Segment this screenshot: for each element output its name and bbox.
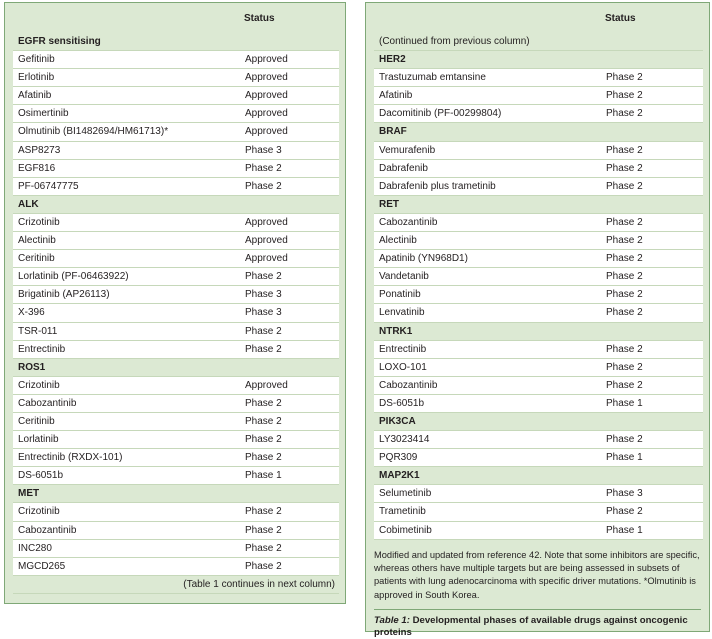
drug-name: Trametinib <box>379 506 426 518</box>
table-row <box>13 87 339 105</box>
drug-name: Olmutinib (BI1482694/HM61713)* <box>18 126 169 138</box>
drug-name: Entrectinib (RXDX-101) <box>18 452 123 464</box>
table-row <box>13 123 339 141</box>
status-cell: Phase 2 <box>245 542 282 554</box>
group-header-row <box>374 196 703 214</box>
status-cell: Phase 2 <box>245 506 282 518</box>
status-cell: Approved <box>245 379 288 391</box>
table-row <box>13 51 339 69</box>
status-cell: Approved <box>245 90 288 102</box>
table-row <box>13 250 339 268</box>
continuation-row <box>374 33 703 51</box>
status-cell: Phase 3 <box>245 307 282 319</box>
drug-name: Ponatinib <box>379 289 421 301</box>
table-row <box>374 359 703 377</box>
drug-name: MGCD265 <box>18 560 66 572</box>
status-cell: Phase 2 <box>245 325 282 337</box>
table-row <box>13 377 339 395</box>
target-label: EGFR sensitising <box>18 36 101 47</box>
drug-name: Crizotinib <box>18 216 60 228</box>
table-row <box>374 377 703 395</box>
drug-name: DS-6051b <box>379 397 425 409</box>
group-header-row <box>13 33 339 51</box>
target-label: NTRK1 <box>379 325 413 337</box>
table-row <box>13 431 339 449</box>
drug-name: DS-6051b <box>18 470 64 482</box>
status-cell: Phase 3 <box>606 488 643 500</box>
status-cell: Phase 2 <box>606 235 643 247</box>
table-row <box>374 503 703 521</box>
status-cell: Approved <box>245 54 288 66</box>
drug-name: Osimertinib <box>18 108 69 120</box>
table-row <box>374 142 703 160</box>
status-cell: Approved <box>245 235 288 247</box>
table-row <box>374 214 703 232</box>
drug-name: Cabozantinib <box>18 524 77 536</box>
status-cell: Phase 2 <box>606 108 643 120</box>
drug-name: Afatinib <box>18 90 52 102</box>
status-cell: Phase 2 <box>606 72 643 84</box>
drug-name: Lenvatinib <box>379 307 425 319</box>
table-row <box>13 413 339 431</box>
status-cell: Phase 2 <box>606 343 643 355</box>
status-cell: Phase 2 <box>606 361 643 373</box>
table-row <box>374 286 703 304</box>
status-cell: Phase 1 <box>606 397 643 409</box>
status-cell: Phase 2 <box>245 452 282 464</box>
drug-name: TSR-011 <box>18 325 58 337</box>
table-row <box>374 522 703 540</box>
drug-name: Alectinib <box>379 235 417 247</box>
table-row <box>374 232 703 250</box>
table-row <box>13 540 339 558</box>
table-row <box>13 323 339 341</box>
table-row <box>13 268 339 286</box>
status-cell: Phase 3 <box>245 289 282 301</box>
table-row <box>13 286 339 304</box>
drug-name: ASP8273 <box>18 144 61 156</box>
target-label: RET <box>379 198 399 210</box>
drug-name: Cabozantinib <box>379 216 438 228</box>
table-row <box>13 467 339 485</box>
drug-name: Vemurafenib <box>379 144 436 156</box>
table-row <box>13 232 339 250</box>
drug-name: X-396 <box>18 307 45 319</box>
table-row <box>13 178 339 196</box>
drug-name: Trastuzumab emtansine <box>379 72 486 84</box>
drug-name: Crizotinib <box>18 506 60 518</box>
status-column-header: Status <box>244 13 275 24</box>
group-header-row <box>374 413 703 431</box>
table-row <box>374 160 703 178</box>
status-cell: Phase 2 <box>606 162 643 174</box>
drug-name: Dacomitinib (PF-00299804) <box>379 108 502 120</box>
drug-name: Lorlatinib <box>18 434 59 446</box>
caption-divider <box>374 609 701 610</box>
table-row <box>374 268 703 286</box>
table-row <box>374 304 703 322</box>
status-cell: Approved <box>245 72 288 84</box>
drug-name: Cabozantinib <box>18 397 77 409</box>
table-row <box>374 178 703 196</box>
table-row <box>13 304 339 322</box>
status-cell: Phase 2 <box>606 253 643 265</box>
drug-name: Ceritinib <box>18 253 55 265</box>
status-cell: Phase 2 <box>245 560 282 572</box>
status-cell: Phase 2 <box>245 271 282 283</box>
table-row <box>374 105 703 123</box>
target-label: BRAF <box>379 126 407 138</box>
status-cell: Phase 1 <box>245 470 282 482</box>
drug-name: Dabrafenib <box>379 162 428 174</box>
caption-text: Developmental phases of available drugs against oncogenic proteins <box>374 615 688 638</box>
status-cell: Phase 1 <box>606 452 643 464</box>
group-header-row <box>374 323 703 341</box>
table-row <box>13 69 339 87</box>
status-cell: Phase 2 <box>245 524 282 536</box>
target-label: ROS1 <box>18 361 46 373</box>
drug-name: Cabozantinib <box>379 379 438 391</box>
drug-name: (Continued from previous column) <box>379 36 530 47</box>
status-cell: Phase 2 <box>606 271 643 283</box>
status-cell: Phase 1 <box>606 524 643 536</box>
table-row <box>374 449 703 467</box>
table-row <box>13 214 339 232</box>
group-header-row <box>13 485 339 503</box>
drug-name: Alectinib <box>18 235 56 247</box>
drug-name: PF-06747775 <box>18 180 79 192</box>
status-cell: Phase 2 <box>606 144 643 156</box>
status-cell: Phase 2 <box>245 434 282 446</box>
status-cell: Phase 2 <box>606 289 643 301</box>
right-table-body <box>374 33 703 540</box>
drug-name: Entrectinib <box>379 343 427 355</box>
group-header-row <box>374 123 703 141</box>
target-label: MAP2K1 <box>379 470 420 482</box>
table-row <box>13 395 339 413</box>
status-cell: Approved <box>245 216 288 228</box>
status-cell: Phase 2 <box>606 506 643 518</box>
status-cell: Phase 2 <box>245 343 282 355</box>
table-row <box>13 341 339 359</box>
table-row <box>13 142 339 160</box>
table-row <box>13 449 339 467</box>
drug-name: Erlotinib <box>18 72 55 84</box>
drug-name: LY3023414 <box>379 434 430 446</box>
table-left-column <box>4 2 346 604</box>
table-row <box>374 431 703 449</box>
drug-name: Afatinib <box>379 90 413 102</box>
drug-name: LOXO-101 <box>379 361 427 373</box>
drug-name: Cobimetinib <box>379 524 432 536</box>
status-cell: Phase 3 <box>245 144 282 156</box>
drug-name: Entrectinib <box>18 343 66 355</box>
table-row <box>374 87 703 105</box>
group-header-row <box>13 196 339 214</box>
drug-name: Lorlatinib (PF-06463922) <box>18 271 129 283</box>
table-row <box>13 503 339 521</box>
target-label: PIK3CA <box>379 415 416 427</box>
drug-name: Selumetinib <box>379 488 432 500</box>
group-header-row <box>13 359 339 377</box>
table-caption <box>374 615 701 639</box>
status-cell: Approved <box>245 126 288 138</box>
status-cell: Phase 2 <box>245 180 282 192</box>
drug-name: Apatinib (YN968D1) <box>379 253 468 265</box>
table-row <box>13 522 339 540</box>
drug-name: INC280 <box>18 542 52 554</box>
table-row <box>374 395 703 413</box>
table-row <box>374 341 703 359</box>
status-cell: Phase 2 <box>606 180 643 192</box>
status-cell: Approved <box>245 108 288 120</box>
status-cell: Phase 2 <box>245 397 282 409</box>
table-row <box>374 485 703 503</box>
table-row <box>13 160 339 178</box>
status-cell: Phase 2 <box>606 90 643 102</box>
status-cell: Phase 2 <box>606 307 643 319</box>
table-row <box>13 558 339 576</box>
status-cell: Phase 2 <box>606 434 643 446</box>
target-label: ALK <box>18 198 39 210</box>
table-right-column <box>365 2 710 638</box>
status-cell: Phase 2 <box>245 415 282 427</box>
drug-name: Dabrafenib plus trametinib <box>379 180 496 192</box>
drug-name: Crizotinib <box>18 379 60 391</box>
status-cell: Phase 2 <box>606 216 643 228</box>
table-row <box>374 69 703 87</box>
group-header-row <box>374 467 703 485</box>
table-footnote: Modified and updated from reference 42. Note that some inhibitors are specific, whereas others have multiple targets but are being assessed in subsets of patients with lung adenocarcinoma with specific driver mutations. *Olmutinib is approved in South Korea. <box>374 550 700 600</box>
table-row <box>13 105 339 123</box>
drug-name: Brigatinib (AP26113) <box>18 289 110 301</box>
drug-name: EGF816 <box>18 162 56 174</box>
target-label: HER2 <box>379 54 406 66</box>
continues-note: (Table 1 continues in next column) <box>13 576 339 594</box>
left-table-body <box>13 33 339 594</box>
status-column-header: Status <box>605 13 636 24</box>
status-cell: Approved <box>245 253 288 265</box>
status-cell: Phase 2 <box>606 379 643 391</box>
drug-name: PQR309 <box>379 452 418 464</box>
status-cell: Phase 2 <box>245 162 282 174</box>
target-label: MET <box>18 488 40 500</box>
group-header-row <box>374 51 703 69</box>
drug-name: Gefitinib <box>18 54 55 66</box>
drug-name: Vandetanib <box>379 271 429 283</box>
caption-label: Table 1: <box>374 615 410 626</box>
drug-name: Ceritinib <box>18 415 55 427</box>
table-row <box>374 250 703 268</box>
